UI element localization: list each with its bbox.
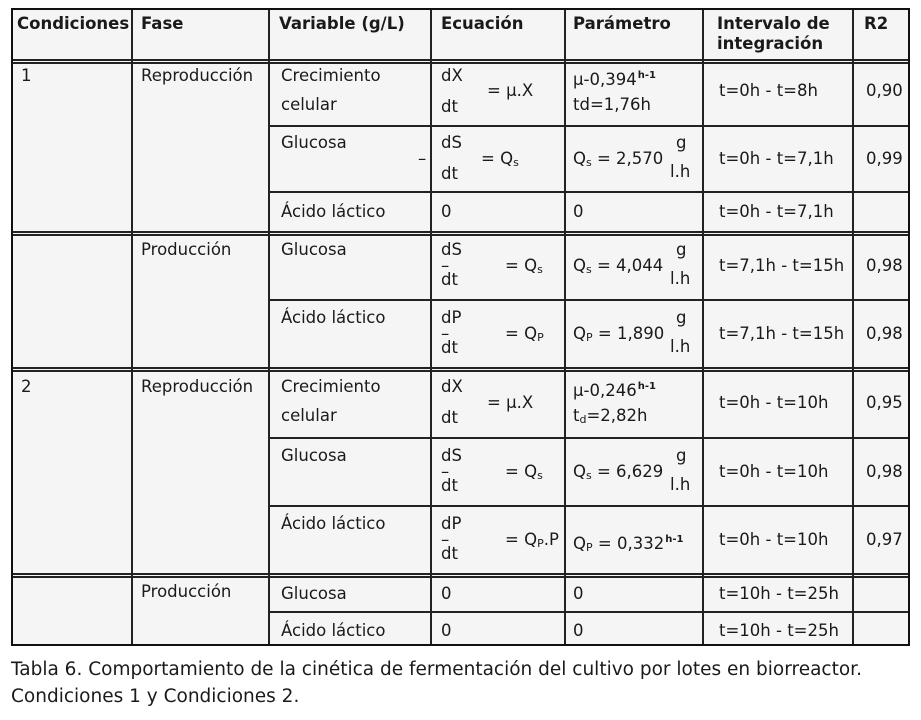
eq-numerator: dS [441,240,462,259]
col-divider [268,10,270,644]
eq-value: 0 [441,621,452,640]
eq-denominator: dt [441,476,458,495]
variable-label: Ácido láctico [281,621,386,640]
eq-minus: – [418,149,427,168]
header-fase: Fase [141,14,184,33]
param-value: μ-0,246 [573,381,637,400]
param-value: = 1,890 [597,324,665,343]
param-line [573,66,656,90]
intervalo-value: t=10h - t=25h [719,621,839,640]
param-unit: h-1 [637,381,656,392]
eq-bar: – [441,462,450,481]
header-r2: R2 [864,14,889,33]
row-divider [268,191,908,193]
variable-label: Glucosa [281,584,347,603]
condicion-label: 1 [21,66,32,85]
eq-numerator: dP [441,308,462,327]
param-unit: h-1 [665,534,684,545]
param-line [573,324,664,348]
unit-numerator: g [676,308,687,327]
intervalo-value: t=0h - t=10h [719,393,829,412]
eq-rhs-sub: s [513,156,519,169]
header-ecuacion: Ecuación [441,14,524,33]
eq-rhs [481,149,519,173]
r2-value: 0,98 [866,462,903,481]
param-line [573,462,663,486]
param-value: =2,82h [586,406,648,425]
group-divider [13,367,908,372]
param-line [573,406,648,430]
eq-rhs-sub: s [537,263,543,276]
col-divider [852,10,854,644]
header-variable: Variable (g/L) [279,14,405,33]
row-divider [268,505,908,507]
variable-label: Ácido láctico [281,202,386,221]
param-value: = 0,332 [597,534,665,553]
intervalo-value: t=7,1h - t=15h [719,256,845,275]
eq-numerator: dX [441,377,463,396]
param-q: Q [573,534,586,553]
eq-value: 0 [441,202,452,221]
eq-denominator: dt [441,164,458,183]
group-divider [13,573,908,578]
param-q: Q [573,149,586,168]
eq-rhs [505,324,544,348]
param-unit: h-1 [637,70,656,81]
intervalo-value: t=7,1h - t=15h [719,324,845,343]
param-q: Q [573,462,586,481]
param-value: 0 [573,584,584,603]
eq-rhs-sub: P [537,331,544,344]
r2-value: 0,95 [866,393,903,412]
param-value: 0 [573,621,584,640]
variable-label: Glucosa [281,446,347,465]
param-q-sub: P [586,331,593,344]
col-divider [430,10,432,644]
eq-denominator: dt [441,544,458,563]
eq-denominator: dt [441,97,458,116]
fase-label: Producción [141,240,232,259]
row-divider [268,611,908,613]
col-divider [564,10,566,644]
param-q-sub: P [586,541,593,554]
intervalo-value: t=0h - t=10h [719,462,829,481]
r2-value: 0,90 [866,81,903,100]
header-intervalo-1: Intervalo de [717,14,830,33]
eq-numerator: dS [441,446,462,465]
param-line [573,149,663,173]
col-divider [702,10,704,644]
param-line [573,377,656,401]
variable-label: celular [281,95,337,114]
unit-numerator: g [676,133,687,152]
param-line [573,256,663,280]
eq-rhs [505,462,543,486]
row-divider [268,299,908,301]
param-t: t [573,406,580,425]
r2-value: 0,98 [866,324,903,343]
row-divider [268,437,908,439]
header-intervalo-2: integración [717,34,824,53]
row-divider [268,125,908,127]
eq-denominator: dt [441,408,458,427]
header-condiciones: Condiciones [17,14,130,33]
variable-label: Ácido láctico [281,514,386,533]
param-q-sub: s [586,156,592,169]
r2-value: 0,98 [866,256,903,275]
eq-numerator: dS [441,133,462,152]
header-divider [13,59,908,64]
intervalo-value: t=10h - t=25h [719,584,839,603]
fase-label: Producción [141,582,232,601]
param-line [573,530,683,558]
intervalo-value: t=0h - t=7,1h [719,149,834,168]
param-value: = 4,044 [596,256,664,275]
unit-denominator: l.h [670,475,691,494]
eq-rhs-main: = Q [505,256,538,275]
eq-rhs: = μ.X [487,393,534,412]
group-divider [13,231,908,236]
eq-rhs-main: = Q [505,324,538,343]
unit-denominator: l.h [670,162,691,181]
eq-rhs-main: = Q [481,149,514,168]
param-value: 0 [573,202,584,221]
unit-denominator: l.h [670,269,691,288]
unit-denominator: l.h [670,337,691,356]
variable-label: Glucosa [281,133,347,152]
variable-label: Glucosa [281,240,347,259]
eq-value: 0 [441,584,452,603]
fase-label: Reproducción [141,377,254,396]
unit-numerator: g [676,240,687,259]
intervalo-value: t=0h - t=10h [719,530,829,549]
param-value: td=1,76h [573,95,651,114]
eq-rhs [505,530,559,554]
param-value: = 6,629 [596,462,664,481]
param-q: Q [573,256,586,275]
intervalo-value: t=0h - t=7,1h [719,202,834,221]
eq-numerator: dX [441,66,463,85]
eq-rhs-sub: P [537,537,544,550]
condicion-label: 2 [21,377,32,396]
eq-bar: – [441,256,450,275]
r2-value: 0,99 [866,149,903,168]
eq-numerator: dP [441,514,462,533]
intervalo-value: t=0h - t=8h [719,81,818,100]
eq-denominator: dt [441,270,458,289]
variable-label: Crecimiento [281,377,381,396]
r2-value: 0,97 [866,530,903,549]
table-caption: Tabla 6. Comportamiento de la cinética de fermentación del cultivo por lotes en biorreactor. Condiciones 1 y Condiciones 2. [11,659,862,707]
eq-denominator: dt [441,338,458,357]
variable-label: celular [281,406,337,425]
eq-rhs [505,256,543,280]
unit-numerator: g [676,446,687,465]
variable-label: Ácido láctico [281,308,386,327]
eq-rhs-main: = Q [505,530,538,549]
param-q: Q [573,324,586,343]
eq-rhs-rest: .P [543,530,559,549]
eq-bar: – [441,530,450,549]
eq-bar: – [441,324,450,343]
param-q-sub: s [586,469,592,482]
variable-label: Crecimiento [281,66,381,85]
eq-rhs-sub: s [537,469,543,482]
kinetics-table [11,8,910,646]
col-divider [131,10,133,644]
fase-label: Reproducción [141,66,254,85]
param-q-sub: s [586,263,592,276]
param-value: = 2,570 [596,149,664,168]
eq-rhs: = μ.X [487,81,534,100]
header-parametro: Parámetro [573,14,671,33]
param-t-sub: d [579,413,587,426]
eq-rhs-main: = Q [505,462,538,481]
param-value: μ-0,394 [573,70,637,89]
